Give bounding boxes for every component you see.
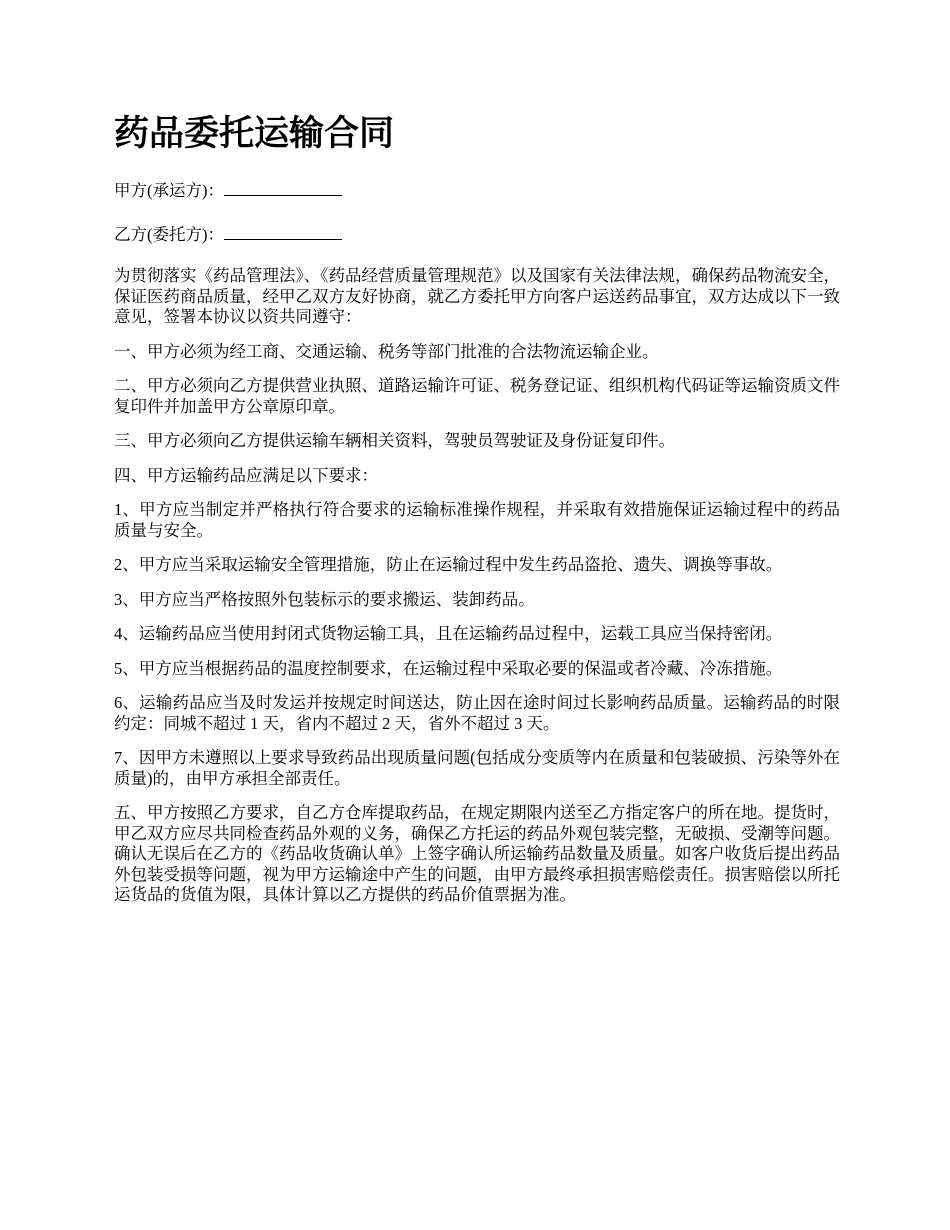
clause-2: 二、甲方必须向乙方提供营业执照、道路运输许可证、税务登记证、组织机构代码证等运输资质文件复印件并加盖甲方公章原印章。 — [114, 376, 840, 416]
clause-4-item-4: 4、运输药品应当使用封闭式货物运输工具，且在运输药品过程中，运载工具应当保持密闭。 — [114, 624, 783, 643]
party-b-label: 乙方(委托方)： — [114, 225, 224, 244]
clause-3: 三、甲方必须向乙方提供运输车辆相关资料，驾驶员驾驶证及身份证复印件。 — [114, 431, 675, 450]
party-b-blank — [224, 225, 342, 240]
party-a-label: 甲方(承运方)： — [114, 181, 224, 200]
party-a-line — [114, 178, 840, 204]
party-b-line — [114, 222, 840, 248]
clause-1: 一、甲方必须为经工商、交通运输、税务等部门批准的合法物流运输企业。 — [114, 341, 659, 361]
preamble-paragraph: 为贯彻落实《药品管理法》、《药品经营质量管理规范》以及国家有关法律法规，确保药品物流安全，保证医药商品质量，经甲乙双方友好协商，就乙方委托甲方向客户运送药品事宜，双方达成以下一致意见，签署本协议以资共同遵守： — [114, 266, 840, 326]
clause-4-item-2: 2、甲方应当采取运输安全管理措施，防止在运输过程中发生药品盗抢、遗失、调换等事故。 — [114, 555, 783, 574]
clause-4-item-6: 6、运输药品应当及时发运并按规定时间送达，防止因在途时间过长影响药品质量。运输药品的时限约定：同城不超过 1 天，省内不超过 2 天，省外不超过 3 天。 — [114, 693, 840, 733]
document-title: 药品委托运输合同 — [114, 114, 395, 153]
clause-4-item-7: 7、因甲方未遵照以上要求导致药品出现质量问题(包括成分变质等内在质量和包装破损、污染等外在质量)的，由甲方承担全部责任。 — [114, 748, 840, 788]
clause-4-item-1: 1、甲方应当制定并严格执行符合要求的运输标准操作规程，并采取有效措施保证运输过程中的药品质量与安全。 — [114, 500, 840, 540]
party-a-blank — [224, 181, 342, 196]
clause-4: 四、甲方运输药品应满足以下要求： — [114, 465, 378, 485]
clause-4-item-3: 3、甲方应当严格按照外包装标示的要求搬运、装卸药品。 — [114, 589, 535, 609]
clause-4-item-5: 5、甲方应当根据药品的温度控制要求，在运输过程中采取必要的保温或者冷藏、冷冻措施。 — [114, 658, 783, 678]
clause-5: 五、甲方按照乙方要求，自乙方仓库提取药品，在规定期限内送至乙方指定客户的所在地。提货时，甲乙双方应尽共同检查药品外观的义务，确保乙方托运的药品外观包装完整，无破损、受潮等问题。确认无误后在乙方的《药品收货确认单》上签字确认所运输药品数量及质量。如客户收货后提出药品外包装受损等问题，视为甲方运输途中产生的问题，由甲方最终承担损害赔偿责任。损害赔偿以所托运货品的货值为限，具体计算以乙方提供的药品价值票据为准。 — [114, 803, 840, 904]
